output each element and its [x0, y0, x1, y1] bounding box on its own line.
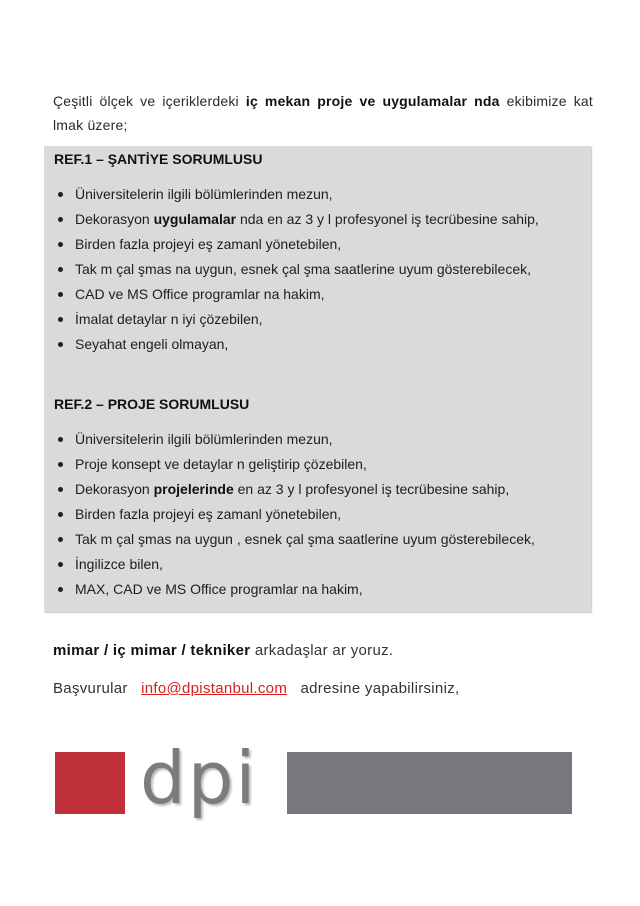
list-item: [44, 477, 535, 502]
bullet-icon: [58, 242, 63, 247]
item-text: Proje konsept ve detaylar n geliştirip çözebilen,: [75, 456, 367, 472]
bullet-icon: [58, 487, 63, 492]
closing-rest: arkadaşlar ar yoruz.: [250, 642, 394, 659]
intro-text: Çeşitli ölçek ve içeriklerdeki: [53, 93, 246, 109]
item-text: Üniversitelerin ilgili bölümlerinden mezun,: [75, 431, 333, 447]
bullet-icon: [58, 317, 63, 322]
list-item: [44, 232, 539, 257]
requirements-box: [44, 146, 591, 612]
item-text: Tak m çal şmas na uygun , esnek çal şma saatlerine uyum gösterebilecek,: [75, 531, 535, 547]
bullet-icon: [58, 512, 63, 517]
intro-text-end: ekibimize kat lmak üzere;: [53, 93, 594, 133]
bullet-icon: [58, 437, 63, 442]
item-text: Tak m çal şmas na uygun, esnek çal şma saatlerine uyum gösterebilecek,: [75, 261, 531, 277]
list-item: [44, 577, 535, 602]
list-item: [44, 502, 535, 527]
ref2-title: REF.2 – PROJE SORUMLUSU: [54, 396, 250, 412]
ref1-title: REF.1 – ŞANTİYE SORUMLUSU: [54, 151, 263, 167]
list-item: [44, 282, 539, 307]
list-item: [44, 452, 535, 477]
item-text: İmalat detaylar n iyi çözebilen,: [75, 311, 263, 327]
bullet-icon: [58, 192, 63, 197]
item-text: MAX, CAD ve MS Office programlar na hakim,: [75, 581, 363, 597]
bullet-icon: [58, 537, 63, 542]
closing-line: [53, 642, 393, 659]
item-text: Seyahat engeli olmayan,: [75, 336, 229, 352]
bullet-icon: [58, 217, 63, 222]
list-item: [44, 427, 535, 452]
item-bold: uygulamalar: [153, 211, 237, 227]
item-text: Birden fazla projeyi eş zamanl yönetebilen,: [75, 506, 342, 522]
intro-bold: iç mekan proje ve uygulamalar nda: [245, 93, 500, 109]
item-text: İngilizce bilen,: [75, 556, 163, 572]
email-link[interactable]: info@dpistanbul.com: [141, 680, 288, 697]
item-text: CAD ve MS Office programlar na hakim,: [75, 286, 325, 302]
list-item: [44, 527, 535, 552]
bullet-icon: [58, 462, 63, 467]
ref2-list: [44, 427, 535, 602]
apply-post: adresine yapabilirsiniz,: [287, 680, 460, 697]
apply-line: [53, 680, 459, 697]
item-text: Dekorasyon: [75, 211, 154, 227]
item-text: Birden fazla projeyi eş zamanl yönetebilen,: [75, 236, 342, 252]
list-item: [44, 332, 539, 357]
list-item: [44, 307, 539, 332]
intro-paragraph: [53, 89, 593, 137]
item-text-end: nda en az 3 y l profesyonel iş tecrübesine sahip,: [236, 211, 539, 227]
item-text: Dekorasyon: [75, 481, 154, 497]
closing-bold: mimar / iç mimar / tekniker: [53, 642, 251, 659]
item-bold: projelerinde: [153, 481, 234, 497]
list-item: [44, 257, 539, 282]
bullet-icon: [58, 587, 63, 592]
bullet-icon: [58, 562, 63, 567]
apply-pre: Başvurular: [53, 680, 142, 697]
bullet-icon: [58, 342, 63, 347]
ref1-list: [44, 182, 539, 357]
list-item: [44, 182, 539, 207]
bullet-icon: [58, 292, 63, 297]
item-text-end: en az 3 y l profesyonel iş tecrübesine sahip,: [233, 481, 510, 497]
logo-gray-bar: [287, 752, 572, 814]
logo-text: dpi: [140, 736, 258, 820]
logo-red-square: [55, 752, 125, 814]
item-text: Üniversitelerin ilgili bölümlerinden mezun,: [75, 186, 333, 202]
list-item: [44, 552, 535, 577]
bullet-icon: [58, 267, 63, 272]
list-item: [44, 207, 539, 232]
